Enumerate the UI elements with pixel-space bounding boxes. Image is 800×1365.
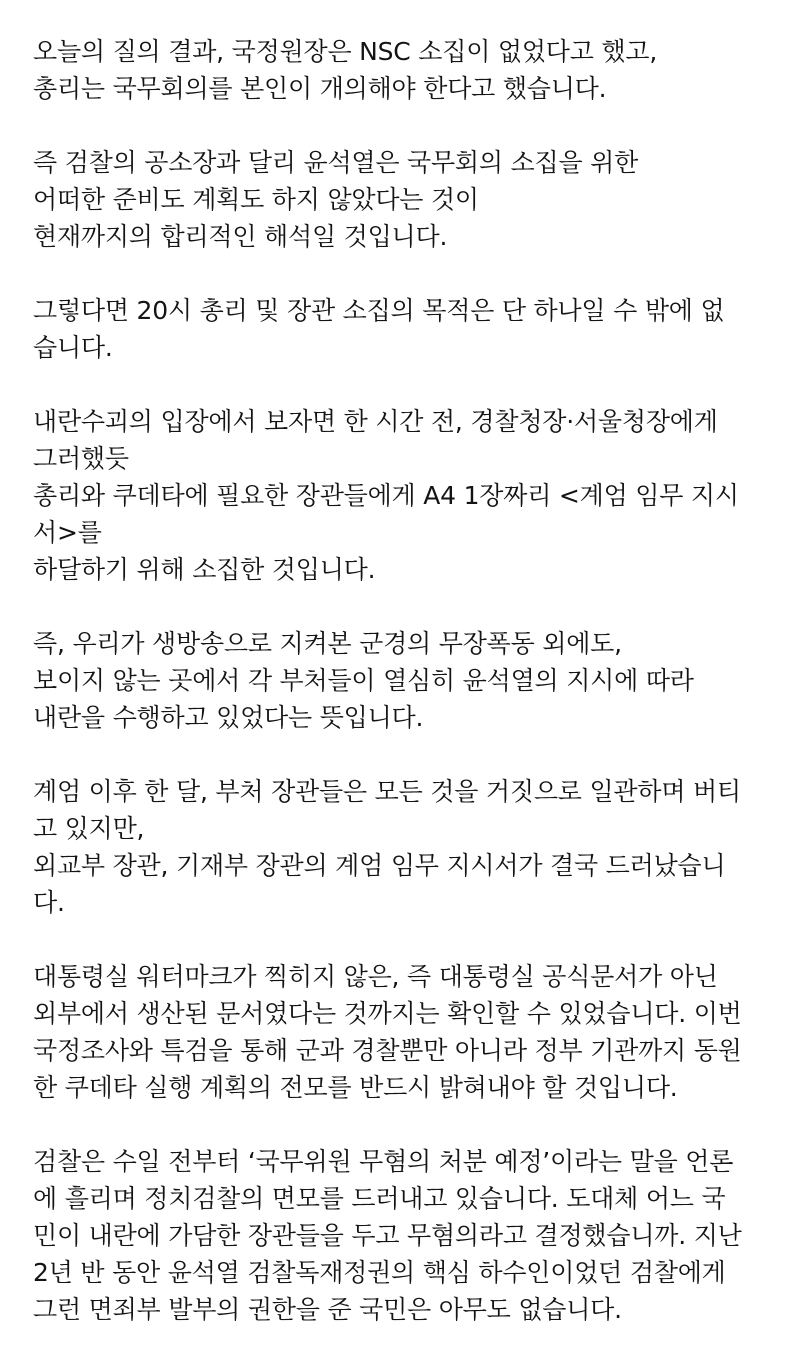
paragraph <box>33 403 773 588</box>
paragraph <box>33 625 773 736</box>
text-line: 에 흘리며 정치검찰의 면모를 드러내고 있습니다. 도대체 어느 국 <box>33 1184 726 1213</box>
paragraph <box>33 958 773 1106</box>
text-line: 내란수괴의 입장에서 보자면 한 시간 전, 경찰청장·서울청장에게 <box>33 407 718 436</box>
paragraph <box>33 773 773 921</box>
text-line: 습니다. <box>33 333 113 362</box>
text-line: 국정조사와 특검을 통해 군과 경찰뿐만 아니라 정부 기관까지 동원 <box>33 1036 742 1065</box>
text-line: 외부에서 생산된 문서였다는 것까지는 확인할 수 있었습니다. 이번 <box>33 999 742 1028</box>
text-line: 다. <box>33 888 65 917</box>
text-line: 그러했듯 <box>33 444 129 473</box>
paragraph <box>33 292 773 366</box>
text-line: 고 있지만, <box>33 814 145 843</box>
text-line: 즉 검찰의 공소장과 달리 윤석열은 국무회의 소집을 위한 <box>33 148 639 177</box>
paragraph <box>33 1143 773 1328</box>
text-line: 민이 내란에 가담한 장관들을 두고 무혐의라고 결정했습니까. 지난 <box>33 1221 742 1250</box>
text-line: 하달하기 위해 소집한 것입니다. <box>33 555 376 584</box>
text-line: 현재까지의 합리적인 해석일 것입니다. <box>33 222 448 251</box>
paragraph <box>33 144 773 255</box>
paragraph <box>33 33 773 107</box>
text-line: 즉, 우리가 생방송으로 지켜본 군경의 무장폭동 외에도, <box>33 629 622 658</box>
text-line: 그렇다면 20시 총리 및 장관 소집의 목적은 단 하나일 수 밖에 없 <box>33 296 725 325</box>
text-line: 총리는 국무회의를 본인이 개의해야 한다고 했습니다. <box>33 74 607 103</box>
text-line: 2년 반 동안 윤석열 검찰독재정권의 핵심 하수인이었던 검찰에게 <box>33 1258 726 1287</box>
text-line: 외교부 장관, 기재부 장관의 계엄 임무 지시서가 결국 드러났습니 <box>33 851 726 880</box>
text-line: 대통령실 워터마크가 찍히지 않은, 즉 대통령실 공식문서가 아닌 <box>33 962 718 991</box>
text-line: 계엄 이후 한 달, 부처 장관들은 모든 것을 거짓으로 일관하며 버티 <box>33 777 741 806</box>
text-line: 보이지 않는 곳에서 각 부처들이 열심히 윤석열의 지시에 따라 <box>33 666 694 695</box>
text-line: 한 쿠데타 실행 계획의 전모를 반드시 밝혀내야 할 것입니다. <box>33 1073 678 1102</box>
text-line: 그런 면죄부 발부의 권한을 준 국민은 아무도 없습니다. <box>33 1295 622 1324</box>
post-body <box>33 33 773 1365</box>
text-line: 내란을 수행하고 있었다는 뜻입니다. <box>33 703 424 732</box>
text-line: 검찰은 수일 전부터 ‘국무위원 무혐의 처분 예정’이라는 말을 언론 <box>33 1147 734 1176</box>
text-line: 어떠한 준비도 계획도 하지 않았다는 것이 <box>33 185 479 214</box>
text-line: 총리와 쿠데타에 필요한 장관들에게 A4 1장짜리 <계엄 임무 지시 <box>33 481 739 510</box>
text-line: 서>를 <box>33 518 102 547</box>
text-line: 오늘의 질의 결과, 국정원장은 NSC 소집이 없었다고 했고, <box>33 37 658 66</box>
